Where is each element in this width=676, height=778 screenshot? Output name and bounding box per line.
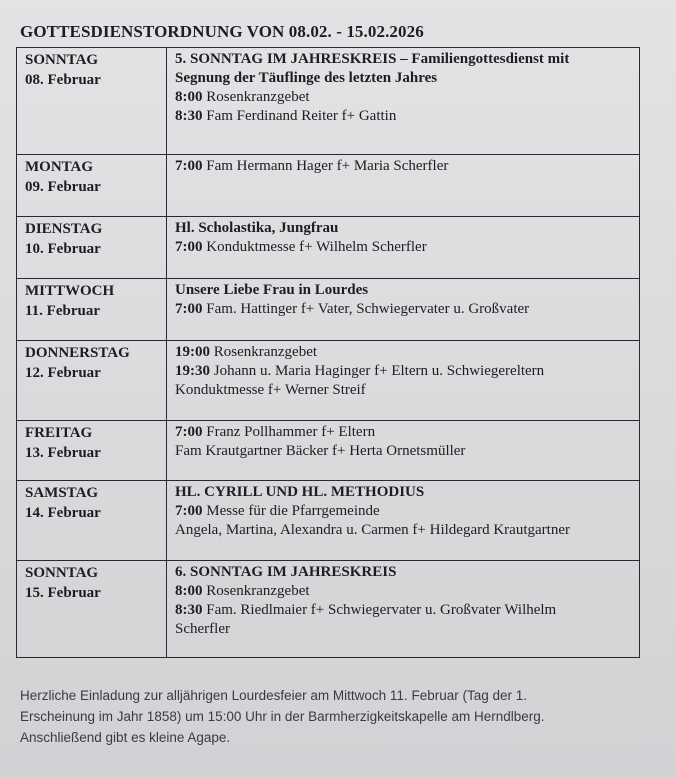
service-line	[175, 157, 633, 176]
feast-title: Unsere Liebe Frau in Lourdes	[175, 282, 369, 298]
day-date: 12. Februar	[25, 365, 101, 381]
day-cell	[17, 48, 167, 154]
service-cell	[167, 421, 639, 480]
service-line	[175, 238, 633, 257]
schedule-row-mittwoch	[17, 279, 639, 341]
service-line	[175, 423, 633, 442]
service-time: 8:00	[175, 89, 203, 105]
day-name: DIENSTAG	[25, 221, 103, 237]
service-line	[175, 582, 633, 601]
service-time: 7:00	[175, 301, 203, 317]
service-cell	[167, 155, 639, 216]
service-cell	[167, 217, 639, 278]
service-line	[175, 502, 633, 521]
service-cell	[167, 48, 639, 154]
service-cell	[167, 561, 639, 657]
service-line	[175, 343, 633, 362]
service-intention: Franz Pollhammer f+ Eltern	[206, 424, 376, 440]
service-intention: Fam Ferdinand Reiter f+ Gattin	[206, 108, 397, 124]
service-cell	[167, 279, 639, 340]
service-intention: Rosenkranzgebet	[206, 89, 310, 105]
schedule-row-dienstag	[17, 217, 639, 279]
day-cell	[17, 155, 167, 216]
service-time: 19:00	[175, 344, 210, 360]
schedule-row-freitag	[17, 421, 639, 481]
service-intention: Johann u. Maria Haginger f+ Eltern u. Schwiegereltern	[213, 363, 545, 379]
service-intention: Fam. Hattinger f+ Vater, Schwiegervater u. Großvater	[206, 301, 530, 317]
service-line	[175, 88, 633, 107]
service-line	[175, 362, 633, 381]
day-date: 14. Februar	[25, 505, 101, 521]
day-cell	[17, 279, 167, 340]
schedule-row-sonntag-08	[17, 48, 639, 155]
service-intention: Messe für die Pfarrgemeinde	[206, 503, 380, 519]
note-line: Anschließend gibt es kleine Agape.	[20, 730, 231, 745]
day-cell	[17, 481, 167, 560]
day-name: MONTAG	[25, 159, 94, 175]
feast-title: Hl. Scholastika, Jungfrau	[175, 220, 339, 236]
service-intention: Fam Krautgartner Bäcker f+ Herta Ornetsmüller	[175, 443, 466, 459]
note-line: Erscheinung im Jahr 1858) um 15:00 Uhr in der Barmherzigkeitskapelle am Herndlberg.	[20, 709, 545, 724]
service-time: 8:00	[175, 583, 203, 599]
service-intention: Scherfler	[175, 621, 230, 637]
day-cell	[17, 341, 167, 420]
schedule-row-montag	[17, 155, 639, 217]
page-title: GOTTESDIENSTORDNUNG VON 08.02. - 15.02.2026	[20, 22, 424, 41]
service-time: 8:30	[175, 602, 203, 618]
service-intention: Fam. Riedlmaier f+ Schwiegervater u. Großvater Wilhelm	[206, 602, 557, 618]
note-line: Herzliche Einladung zur alljährigen Lourdesfeier am Mittwoch 11. Februar (Tag der 1.	[20, 688, 528, 703]
service-line	[175, 601, 633, 620]
service-time: 19:30	[175, 363, 210, 379]
service-time: 7:00	[175, 239, 203, 255]
feast-title-continued: Segnung der Täuflinge des letzten Jahres	[175, 70, 438, 86]
service-intention: Fam Hermann Hager f+ Maria Scherfler	[206, 158, 449, 174]
service-time: 7:00	[175, 503, 203, 519]
schedule-row-sonntag-15	[17, 561, 639, 657]
service-intention: Konduktmesse f+ Wilhelm Scherfler	[206, 239, 427, 255]
day-date: 08. Februar	[25, 72, 101, 88]
day-name: SAMSTAG	[25, 485, 99, 501]
day-date: 13. Februar	[25, 445, 101, 461]
day-name: MITTWOCH	[25, 283, 115, 299]
service-time: 8:30	[175, 108, 203, 124]
day-name: SONNTAG	[25, 565, 99, 581]
day-name: DONNERSTAG	[25, 345, 130, 361]
service-intention: Konduktmesse f+ Werner Streif	[175, 382, 366, 398]
service-line	[175, 300, 633, 319]
feast-title: 5. SONNTAG IM JAHRESKREIS – Familiengottesdienst mit	[175, 51, 570, 67]
service-time: 7:00	[175, 158, 203, 174]
day-date: 15. Februar	[25, 585, 101, 601]
schedule-row-samstag	[17, 481, 639, 561]
day-cell	[17, 217, 167, 278]
day-cell	[17, 421, 167, 480]
day-date: 11. Februar	[25, 303, 100, 319]
invitation-note	[20, 685, 660, 748]
service-intention: Rosenkranzgebet	[206, 583, 310, 599]
service-cell	[167, 481, 639, 560]
day-name: SONNTAG	[25, 52, 99, 68]
service-line	[175, 107, 633, 126]
schedule-table	[16, 47, 640, 658]
service-intention: Rosenkranzgebet	[213, 344, 318, 360]
service-time: 7:00	[175, 424, 203, 440]
feast-title: 6. SONNTAG IM JAHRESKREIS	[175, 564, 397, 580]
service-cell	[167, 341, 639, 420]
day-date: 09. Februar	[25, 179, 101, 195]
feast-title: HL. CYRILL UND HL. METHODIUS	[175, 484, 425, 500]
day-cell	[17, 561, 167, 657]
schedule-row-donnerstag	[17, 341, 639, 421]
day-date: 10. Februar	[25, 241, 101, 257]
service-intention: Angela, Martina, Alexandra u. Carmen f+ Hildegard Krautgartner	[175, 522, 570, 538]
day-name: FREITAG	[25, 425, 93, 441]
